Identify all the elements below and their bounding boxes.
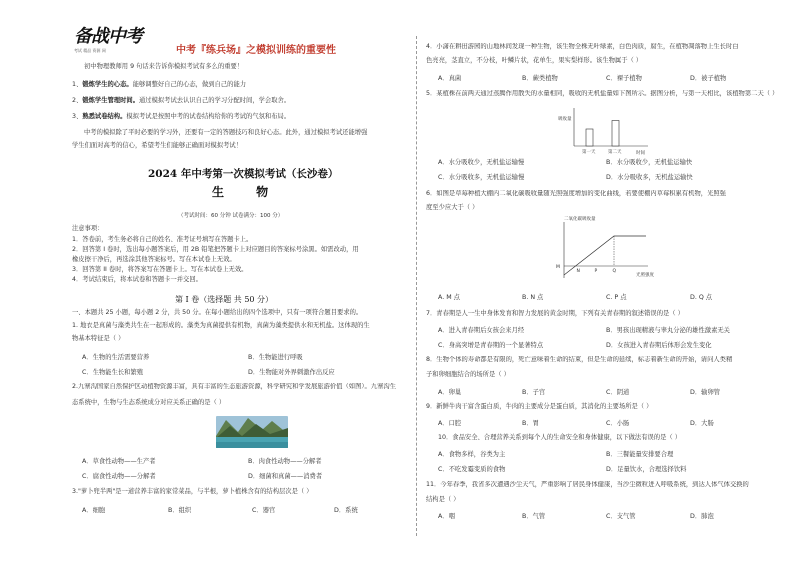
- q4-option-d[interactable]: D．被子植物: [690, 75, 727, 82]
- chart6-xlabel: 光照强度: [636, 273, 654, 278]
- intro-point-3: [72, 113, 290, 121]
- notes-line-3: 橡皮擦干净后，再选涂其他答案标号。写在本试卷上无效。: [72, 256, 236, 263]
- q5-option-b[interactable]: B．水分吸收少，无机盐运输快: [606, 159, 693, 166]
- q11-option-a[interactable]: A．咽: [438, 513, 455, 520]
- column-divider: [416, 36, 417, 536]
- point-number: 3、: [72, 113, 83, 120]
- q5-line-1: 5．某植株在前两天通过蒸腾作用散失的水量相同，吸收的无机盐量如下图所示。据图分析，与第一天相比，该植物第二天（ ）: [426, 90, 778, 97]
- logo-text: 备战中考: [74, 26, 142, 47]
- q7-option-d[interactable]: D．女孩进入青春期后体形会发生变化: [606, 342, 712, 349]
- q11-line-2: 结构是（ ）: [426, 496, 460, 503]
- exam-subject: 生 物: [212, 185, 283, 199]
- q3-option-d[interactable]: D．系统: [334, 507, 358, 514]
- q6-option-c[interactable]: C. P 点: [606, 294, 627, 301]
- q4-line-1: 4．小潇在耕田游园的山地林间发现一种生物，该生物全株无叶绿素，白色肉质，腐生，在植物凋落物上生长时白: [426, 43, 739, 50]
- q2-option-d[interactable]: D．细菌和真菌——消费者: [248, 473, 323, 480]
- chart6-ylabel: 二氧化碳吸收量: [564, 217, 596, 222]
- tick-q: Q: [612, 269, 617, 274]
- notes-line-1: 1．答卷前，考生务必将自己的姓名、准考证号填写在答题卡上。: [72, 236, 253, 243]
- bar-1: [586, 129, 593, 146]
- q3-option-a[interactable]: A．细胞: [82, 507, 106, 514]
- point-text: 通过模拟考试去认识自己的学习分配时间，学会取舍。: [138, 97, 291, 104]
- q10-option-c[interactable]: C．不吃发霉变质的食物: [438, 466, 506, 473]
- instructions-line: 一、本题共 25 小题，每小题 2 分，共 50 分。在每小题给出的四个选项中，只有一项符合题目要求的。: [72, 309, 363, 316]
- q4-line-2: 色亮亮，茎直立，不分枝，叶鳞片状，花单生，果实梨样形。该生物属于（ ）: [426, 57, 643, 64]
- notes-heading: 注意事项：: [72, 225, 104, 232]
- q8-line-2: 子和卵细胞结合的场所是（ ）: [426, 371, 510, 378]
- q10-text: 10．食品安全、合理营养关系到每个人的生命安全和身体健康，以下做法有误的是（ ）: [438, 434, 681, 441]
- q8-option-b[interactable]: B．子宫: [522, 389, 546, 396]
- q6-line-2: 度至少应大于（ ）: [426, 204, 479, 211]
- tick-n: N: [576, 269, 580, 274]
- point-number: 2、: [72, 97, 83, 104]
- intro-point-2: [72, 97, 290, 105]
- intro-point-1: [72, 81, 246, 89]
- intro-closing-1: 中考的模拟除了平时必要的学习外，还要有一定的答题技巧和良好心态。此外，通过模拟考试还能增强: [84, 129, 368, 136]
- notes-line-4: 3．回答第 II 卷时，将答案写在答题卡上。写在本试卷上无效。: [72, 266, 248, 273]
- q6-option-b[interactable]: B. N 点: [522, 294, 544, 301]
- q8-option-c[interactable]: C．阴道: [606, 389, 630, 396]
- q10-option-b[interactable]: B．三餐能量安排要合理: [606, 451, 674, 458]
- q5-option-c[interactable]: C．水分吸收多，无机盐运输慢: [438, 174, 525, 181]
- q1-option-a[interactable]: A．生物的生活需要营养: [82, 354, 150, 361]
- section-title: 第 I 卷（选择题 共 50 分）: [175, 295, 274, 304]
- q11-option-b[interactable]: B．气管: [522, 513, 546, 520]
- q3-option-c[interactable]: C．器官: [252, 507, 276, 514]
- bar-2: [612, 121, 619, 147]
- brand-logo: [74, 22, 144, 54]
- point-label: 锻炼学生管理时间。: [82, 97, 139, 104]
- q8-option-a[interactable]: A．卵巢: [438, 389, 462, 396]
- point-text: 模拟考试是按照中考的试卷结构给你的考试的气氛和布局。: [126, 113, 291, 120]
- header-title: 中考『练兵场』之模拟训练的重要性: [176, 45, 336, 56]
- q6-line-1: 6．如图是草莓种植大棚内二氧化碳吸收量随光照强度增加的变化曲线，若要使棚内草莓积累有机物，光照强: [426, 190, 726, 197]
- q1-option-d[interactable]: D．生物能对外界刺激作出反应: [248, 369, 335, 376]
- exam-meta: （考试时间：60 分钟 试卷满分：100 分）: [178, 213, 284, 219]
- tick-p: P: [594, 269, 598, 274]
- bar-label-1: 第一天: [582, 150, 596, 155]
- q10-option-d[interactable]: D．足量饮水，合理选择饮料: [606, 466, 687, 473]
- q9-option-b[interactable]: B．胃: [522, 420, 539, 427]
- q9-text: 9．新鲜牛肉干富含蛋白质，牛肉的主要成分是蛋白质，其消化的主要场所是（ ）: [426, 403, 653, 410]
- q1-option-b[interactable]: B．生物能进行呼吸: [248, 354, 303, 361]
- intro-closing-2: 学生们面对高考的信心，希望考生们能够正确面对模拟考试！: [72, 142, 243, 149]
- q11-line-1: 11．今年春季，我省多次遭遇沙尘天气，严重影响了居民身体健康，当沙尘微粒进入呼吸系统，到达人体气体交换的: [426, 481, 749, 488]
- q9-option-c[interactable]: C．小肠: [606, 420, 630, 427]
- point-text: 能够调整好自己的心态，做到自己的能力: [132, 81, 247, 88]
- lake-landscape-image: [216, 416, 288, 448]
- bar-label-2: 第二天: [608, 150, 622, 155]
- tick-m: M: [556, 265, 560, 270]
- q10-option-a[interactable]: A．食物多样，谷类为主: [438, 451, 506, 458]
- intro-greeting: 初中物理教师用 9 句话来告诉你模拟考试有多么的重要！: [84, 63, 244, 70]
- q5-bar-chart: [556, 104, 656, 156]
- q1-line-1: 1. 地衣是真菌与藻类共生在一起形成的。藻类为真菌提供有机物，真菌为藻类提供水和无机盐。这体现的生: [72, 322, 370, 329]
- q7-option-c[interactable]: C．身高突增是青春期的一个显著特点: [438, 342, 544, 349]
- point-number: 1、: [72, 81, 83, 88]
- q8-option-d[interactable]: D．输卵管: [690, 389, 721, 396]
- q6-option-a[interactable]: A. M 点: [438, 294, 460, 301]
- logo-subtext: 考试 精品 资源 网: [74, 48, 106, 53]
- notes-line-5: 4．考试结束后，将本试卷和答题卡一并交回。: [72, 276, 202, 283]
- q7-text: 7．青春期是人一生中身体发育和智力发展的黄金时期，下列有关青春期的叙述错误的是（ ）: [426, 310, 684, 317]
- q1-option-c[interactable]: C．生物能生长和繁殖: [82, 369, 144, 376]
- q2-option-a[interactable]: A．草食性动物——生产者: [82, 458, 156, 465]
- point-label: 锻炼学生的心态。: [82, 81, 133, 88]
- q8-line-1: 8．生物个体的寿命都是有限的，死亡意味着生命的结束，但是生命的延续，标志着新生命的开始，请问人类精: [426, 356, 733, 363]
- q7-option-a[interactable]: A．进入青春期后女孩会来月经: [438, 327, 525, 334]
- q5-option-d[interactable]: D．水分吸收多，无机盐运输快: [606, 174, 693, 181]
- q3-option-b[interactable]: B．组织: [168, 507, 192, 514]
- chart5-xlabel: 时间: [636, 151, 645, 156]
- q4-option-b[interactable]: B．蕨类植物: [522, 75, 558, 82]
- exam-title: 2024 年中考第一次模拟考试（长沙卷）: [148, 168, 339, 180]
- q6-option-d[interactable]: D. Q 点: [690, 294, 713, 301]
- q5-option-a[interactable]: A．水分吸收少，无机盐运输慢: [438, 159, 525, 166]
- q7-option-b[interactable]: B．男孩出现精液与睾丸分泌的雄性激素无关: [606, 327, 730, 334]
- q11-option-c[interactable]: C．支气管: [606, 513, 636, 520]
- q3-text: 3."萝卜兜半两"是一道营养丰富的家常菜品，与半根，萝卜植株含有的结构层次是（ ）: [72, 488, 313, 495]
- q9-option-a[interactable]: A．口腔: [438, 420, 462, 427]
- lake-photo: [216, 416, 288, 448]
- q11-option-d[interactable]: D．肺泡: [690, 513, 714, 520]
- q2-option-b[interactable]: B．肉食性动物——分解者: [248, 458, 322, 465]
- q1-line-2: 物基本特征是（ ）: [72, 335, 125, 342]
- chart5-ylabel: 吸收量: [558, 117, 572, 122]
- q2-option-c[interactable]: C．腐食性动物——分解者: [82, 473, 156, 480]
- q2-line-1: 2.九寨沟国家自然保护区动植物资源丰富，具有丰富的生态旅游资源，科学研究和学发展旅游价值（如图）。九寨沟生: [72, 383, 396, 390]
- q4-option-c[interactable]: C．裸子植物: [606, 75, 642, 82]
- q4-option-a[interactable]: A．真菌: [438, 75, 462, 82]
- notes-line-2: 2．回答第 I 卷时，选出每小题答案后，用 2B 铅笔把答题卡上对应题目的答案标号涂黑。如需改动，用: [72, 246, 359, 253]
- q6-line-chart: [552, 214, 662, 284]
- q9-option-d[interactable]: D．大肠: [690, 420, 714, 427]
- q2-line-2: 态系统中，生物与生态系统成分对应关系正确的是（ ）: [72, 399, 226, 406]
- point-label: 熟悉试卷结构。: [82, 113, 127, 120]
